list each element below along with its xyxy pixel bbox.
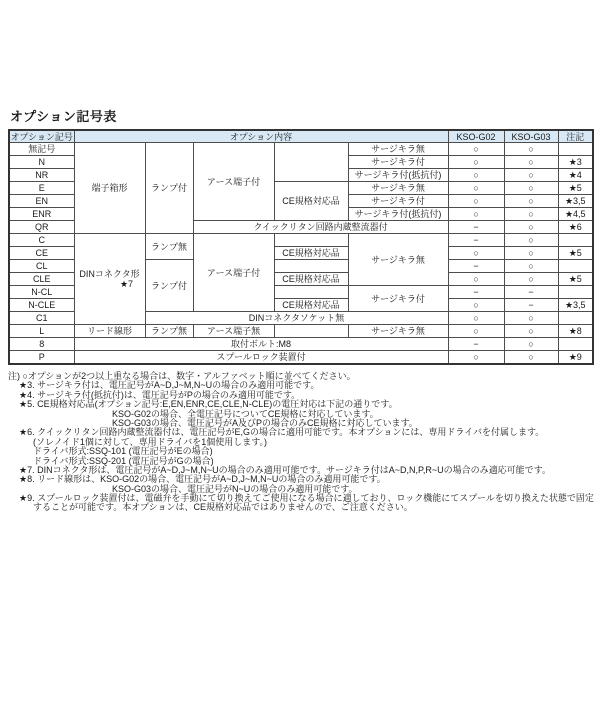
quick-return-cell: クイックリタン回路内蔵整流器付 <box>193 221 448 234</box>
table-row-8 <box>9 338 593 351</box>
footnote-line: ★9. スプールロック装置付は、電磁弁を手動にて切り換えてご使用になる場合に適しており、ロック機能にてスプールを切り換えた状態で固定 <box>19 493 594 504</box>
table-row-l <box>9 325 593 338</box>
empty-cell <box>274 143 348 182</box>
surge-killer-cell: サージキラ付(抵抗付) <box>348 169 448 182</box>
mounting-bolt-cell: 取付ボルト:M8 <box>74 338 448 351</box>
lamp-on-cell: ランプ付 <box>145 260 193 312</box>
kso-g03-value: ○ <box>504 182 558 195</box>
empty-cell <box>274 234 348 247</box>
kso-g03-value: ○ <box>504 338 558 351</box>
kso-g02-value: ○ <box>448 208 504 221</box>
note-value <box>558 260 593 273</box>
kso-g02-value: − <box>448 234 504 247</box>
kso-g03-value: ○ <box>504 208 558 221</box>
note-value: ★3,5 <box>558 299 593 312</box>
kso-g03-value: − <box>504 299 558 312</box>
kso-g03-value: ○ <box>504 234 558 247</box>
din-connector-cell <box>74 234 145 325</box>
note-value: ★5 <box>558 182 593 195</box>
surge-killer-on-cell: サージキラ付 <box>348 286 448 312</box>
footnote-line: ★3. サージキラ付は、電圧記号がA~D,J~M,N~Uの場合のみ適用可能です。 <box>19 380 320 391</box>
footnote-line: KSO-G03の場合、電圧記号がN~Uの場合のみ適用可能です。 <box>112 483 358 494</box>
option-symbol-cell: CLE <box>9 273 74 286</box>
page-title: オプション記号表 <box>10 109 117 124</box>
kso-g02-value: − <box>448 221 504 234</box>
note-value <box>558 338 593 351</box>
footnote-line: ★8. リード線形は、KSO-G02の場合、電圧記号がA~D,J~M,N~Uの場合のみ適用可能です。 <box>19 474 386 485</box>
option-symbol-cell: L <box>9 325 74 338</box>
ce-standard-cell: CE規格対応品 <box>274 299 348 312</box>
ce-standard-cell: CE規格対応品 <box>274 247 348 260</box>
header-row <box>9 130 593 143</box>
kso-g02-value: ○ <box>448 247 504 260</box>
kso-g02-value: ○ <box>448 312 504 325</box>
lamp-on-cell: ランプ付 <box>145 143 193 234</box>
footnote-line: ドライバ形式:SSQ-201 (電圧記号がGの場合) <box>33 455 214 466</box>
option-symbol-cell: CE <box>9 247 74 260</box>
kso-g02-value: − <box>448 260 504 273</box>
empty-cell <box>274 286 348 299</box>
spool-lock-cell: スプールロック装置付 <box>74 351 448 365</box>
kso-g03-value: ○ <box>504 312 558 325</box>
din-socket-off-cell: DINコネクタソケット無 <box>145 312 448 325</box>
note-value: ★8 <box>558 325 593 338</box>
kso-g02-value: ○ <box>448 182 504 195</box>
option-symbol-cell: QR <box>9 221 74 234</box>
surge-killer-cell: サージキラ付 <box>348 195 448 208</box>
note-value: ★3 <box>558 156 593 169</box>
footnote-line: KSO-G03の場合、電圧記号がA及びPの場合のみCE規格に対応しています。 <box>112 417 418 428</box>
kso-g02-value: ○ <box>448 351 504 365</box>
kso-g02-value: ○ <box>448 169 504 182</box>
kso-g03-value: ○ <box>504 221 558 234</box>
din-connector-label: DINコネクタ形 <box>79 269 140 279</box>
option-symbol-cell: N <box>9 156 74 169</box>
option-symbol-cell: 8 <box>9 338 74 351</box>
kso-g02-value: ○ <box>448 195 504 208</box>
kso-g03-value: ○ <box>504 143 558 156</box>
kso-g03-value: ○ <box>504 325 558 338</box>
surge-killer-cell: サージキラ無 <box>348 143 448 156</box>
kso-g02-value: ○ <box>448 299 504 312</box>
option-symbol-cell: C <box>9 234 74 247</box>
footnotes-section <box>0 372 600 513</box>
kso-g02-value: − <box>448 286 504 299</box>
kso-g03-value: ○ <box>504 351 558 365</box>
note-value: ★5 <box>558 247 593 260</box>
kso-g02-value: ○ <box>448 273 504 286</box>
footnote-line: ★5. CE規格対応品(オプション記号:E,EN,ENR,CE,CLE,N-CLE)の電圧対応は下記の通りです。 <box>19 399 398 410</box>
footnote-line: ドライバ形式:SSQ-101 (電圧記号がEの場合) <box>33 446 213 457</box>
kso-g03-value: ○ <box>504 169 558 182</box>
kso-g02-value: ○ <box>448 325 504 338</box>
footnote-line: ★7. DINコネクタ形は、電圧記号がA~D,J~M,N~Uの場合のみ適用可能です。サージキラ付はA~D,N,P,R~Uの場合のみ適応可能です。 <box>19 464 551 475</box>
note-value: ★3,5 <box>558 195 593 208</box>
ce-standard-cell: CE規格対応品 <box>274 182 348 221</box>
option-symbol-cell: C1 <box>9 312 74 325</box>
option-symbol-cell: E <box>9 182 74 195</box>
option-symbol-cell: N-CLE <box>9 299 74 312</box>
kso-g03-value: ○ <box>504 156 558 169</box>
kso-g02-value: − <box>448 338 504 351</box>
kso-g03-value: ○ <box>504 273 558 286</box>
surge-killer-cell: サージキラ付 <box>348 156 448 169</box>
kso-g03-value: ○ <box>504 260 558 273</box>
kso-g03-value: ○ <box>504 247 558 260</box>
header-kso-g02: KSO-G02 <box>448 130 504 143</box>
note-value <box>558 312 593 325</box>
kso-g03-value: ○ <box>504 195 558 208</box>
option-symbol-cell: ENR <box>9 208 74 221</box>
surge-killer-off-cell: サージキラ無 <box>348 234 448 286</box>
empty-cell <box>274 260 348 273</box>
note-value: ★6 <box>558 221 593 234</box>
option-symbol-cell: NR <box>9 169 74 182</box>
option-symbol-cell: EN <box>9 195 74 208</box>
table-row-p <box>9 351 593 365</box>
footnote-line: 注) ○オプションが2つ以上重なる場合は、数字・アルファベット順に並べてください。 <box>8 371 356 381</box>
option-symbol-cell: CL <box>9 260 74 273</box>
ce-standard-cell: CE規格対応品 <box>274 273 348 286</box>
note-value: ★9 <box>558 351 593 365</box>
surge-killer-cell: サージキラ無 <box>348 325 448 338</box>
surge-killer-cell: サージキラ付(抵抗付) <box>348 208 448 221</box>
footnote-line: ★4. サージキラ付(抵抗付)は、電圧記号がPの場合のみ適用可能です。 <box>19 389 301 400</box>
header-option-symbol: オプション記号 <box>10 131 73 142</box>
kso-g02-value: ○ <box>448 156 504 169</box>
earth-terminal-on-cell: アース端子付 <box>193 143 274 221</box>
note-value: ★4 <box>558 169 593 182</box>
option-symbol-cell: P <box>9 351 74 365</box>
note-value <box>558 143 593 156</box>
lead-wire-cell: リード線形 <box>74 325 145 338</box>
lamp-off-cell: ランプ無 <box>145 234 193 260</box>
earth-terminal-on-cell: アース端子付 <box>193 234 274 312</box>
din-connector-star-note: ★7 <box>119 279 134 289</box>
option-symbol-table <box>8 129 594 365</box>
header-kso-g03: KSO-G03 <box>504 130 558 143</box>
empty-cell <box>274 325 348 338</box>
footnote-line: (ソレノイド1個に対して、専用ドライバを1個使用します。) <box>33 436 267 447</box>
note-value <box>558 286 593 299</box>
note-value: ★5 <box>558 273 593 286</box>
option-symbol-cell: N-CL <box>9 286 74 299</box>
header-option-content: オプション内容 <box>74 130 448 143</box>
table-row-c <box>9 234 593 247</box>
kso-g03-value: − <box>504 286 558 299</box>
footnote-line: KSO-G02の場合、全電圧記号についてCE規格に対応しています。 <box>112 408 379 419</box>
option-symbol-cell: 無記号 <box>9 143 74 156</box>
earth-terminal-off-cell: アース端子無 <box>193 325 274 338</box>
footnote-line: ★6. クイックリタン回路内蔵整流器付は、電圧記号がE,Gの場合に適用可能です。本オプションには、専用ドライバを付属します。 <box>19 427 545 438</box>
note-value: ★4,5 <box>558 208 593 221</box>
header-note: 注記 <box>558 130 593 143</box>
surge-killer-cell: サージキラ無 <box>348 182 448 195</box>
note-value <box>558 234 593 247</box>
kso-g02-value: ○ <box>448 143 504 156</box>
lamp-off-cell: ランプ無 <box>145 325 193 338</box>
table-row-no-symbol <box>9 143 593 156</box>
footnote-line: することが可能です。本オプションは、CE規格対応品ではありませんので、ご注意ください。 <box>33 502 413 513</box>
terminal-box-cell: 端子箱形 <box>74 143 145 234</box>
